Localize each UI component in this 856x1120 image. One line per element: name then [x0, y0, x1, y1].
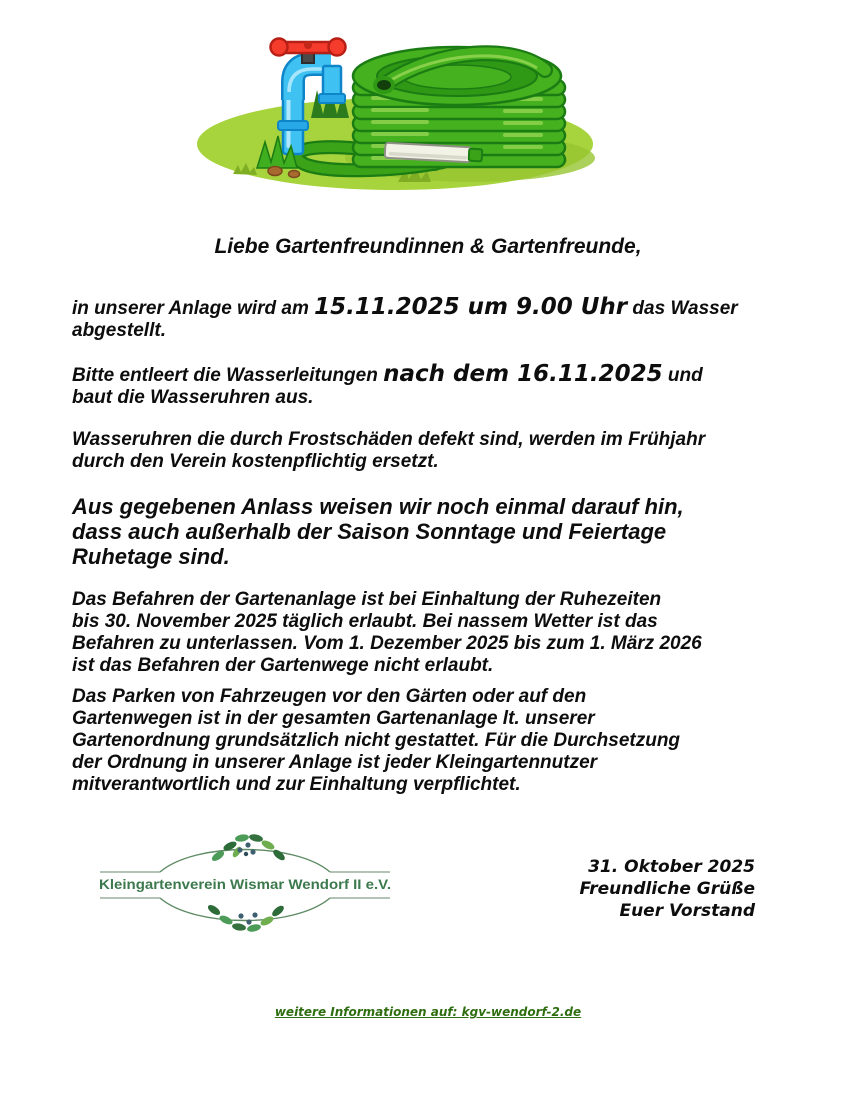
website-link[interactable]: weitere Informationen auf: kgv-wendorf-2.de	[274, 1005, 582, 1019]
logo-text: Kleingartenverein Wismar Wendorf II e.V.	[99, 876, 391, 892]
footer	[0, 1003, 856, 1021]
club-logo	[90, 826, 400, 938]
signature-block	[579, 856, 755, 922]
paragraph-parking-rules: Das Parken von Fahrzeugen vor den Gärten oder auf den Gartenwegen ist in der gesamten Gartenanlage lt. unserer Gartenordnung grundsätzlich nicht gestattet. Für die Durchsetzung der Ordnung in unserer Anlage ist jeder Kleingartennutzer mitverantwortlich und zur Einhaltung verpflichtet.	[72, 686, 681, 795]
leaf-cluster-top-icon	[210, 833, 286, 863]
paragraph-driving-rules: Das Befahren der Gartenanlage ist bei Einhaltung der Ruhezeiten bis 30. November 2025 täglich erlaubt. Bei nassem Wetter ist das Befahren zu unterlassen. Vom 1. Dezember 2025 bis zum 1. März 2026 ist das Befahren der Gartenwege nicht erlaubt.	[72, 589, 702, 676]
hero-illustration	[185, 22, 615, 192]
paragraph-rest-days: Aus gegebenen Anlass weisen wir noch einmal darauf hin, dass auch außerhalb der Saison Sonntage und Feiertage Ruhetage sind.	[72, 494, 684, 569]
garden-hose-tap-illustration	[185, 22, 615, 192]
paragraph-frost-damage: Wasseruhren die durch Frostschäden defekt sind, werden im Frühjahr durch den Verein kostenpflichtig ersetzt.	[72, 429, 706, 472]
paragraph-drain-pipes: Bitte entleert die Wasserleitungen nach dem 16.11.2025 und baut die Wasseruhren aus.	[72, 361, 703, 408]
salutation: Liebe Gartenfreundinnen & Gartenfreunde,	[214, 235, 642, 258]
signature-date: 31. Oktober 2025	[588, 857, 755, 877]
signature-sender: Euer Vorstand	[619, 901, 755, 921]
signature-greeting: Freundliche Grüße	[579, 879, 755, 899]
paragraph-water-shutoff: in unserer Anlage wird am 15.11.2025 um 9.00 Uhr das Wasser abgestellt.	[72, 294, 738, 341]
